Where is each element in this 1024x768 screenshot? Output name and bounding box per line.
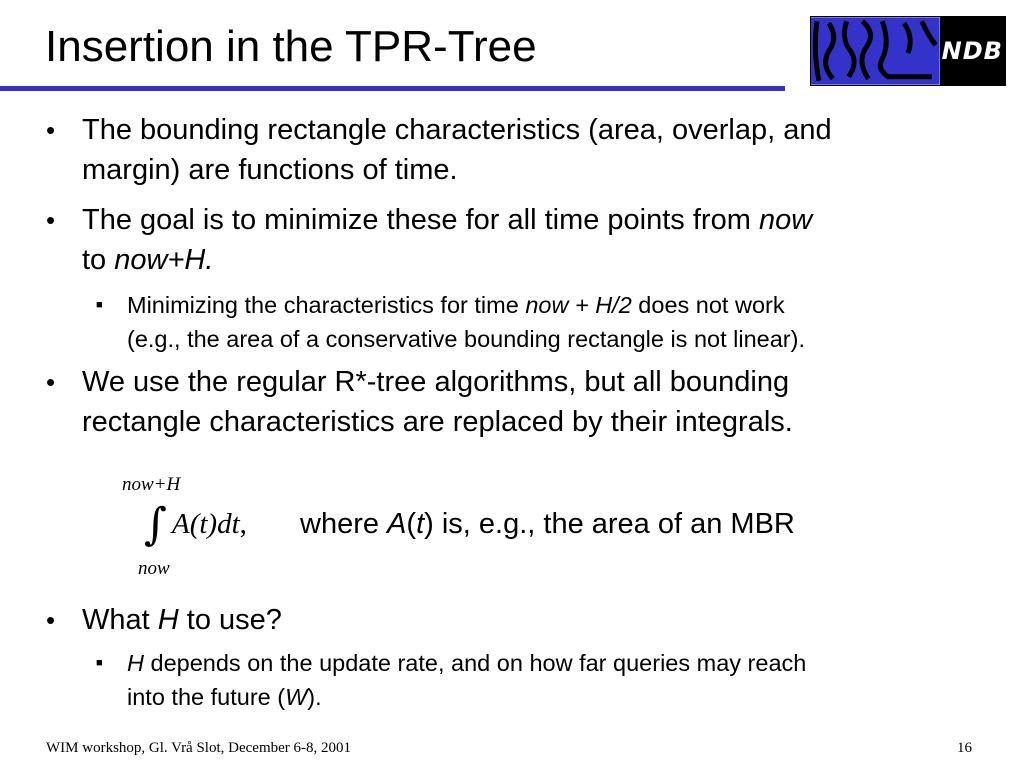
sub-bullet-marker: ■ <box>96 299 103 311</box>
integral-sign: ∫ <box>144 499 167 550</box>
slide-title: Insertion in the TPR-Tree <box>45 22 537 71</box>
integral-formula <box>120 470 920 582</box>
bullet-2-now: now <box>758 204 813 236</box>
formula-where: where <box>300 508 388 540</box>
integral-upper-limit: now+H <box>122 474 181 495</box>
bullet-marker: • <box>46 605 56 635</box>
ndb-logo <box>810 16 1006 86</box>
bullet-marker: • <box>46 115 56 145</box>
formula-explanation <box>300 504 795 544</box>
formula-rest: ) is, e.g., the area of an MBR <box>424 508 795 540</box>
sub-bullet-1-line-2: (e.g., the area of a conservative bounding rectangle is not linear). <box>127 326 805 352</box>
sub-bullet-1-line-1 <box>127 288 785 322</box>
sub-bullet-1-now-h2: now + H/2 <box>525 292 632 318</box>
bullet-4-line-1 <box>82 600 282 640</box>
bullet-marker: • <box>46 367 56 397</box>
sub-bullet-2-h: H <box>127 650 144 676</box>
bullet-1-line-1: The bounding rectangle characteristics (area, overlap, and <box>82 114 832 146</box>
sub-bullet-2-into: into the future ( <box>127 684 286 710</box>
sub-bullet-2-end: ). <box>307 684 322 710</box>
sub-bullet-1-text: Minimizing the characteristics for time <box>127 292 526 318</box>
bullet-marker: • <box>46 205 56 235</box>
logo-text: NDB <box>940 17 1005 85</box>
bullet-4-what: What <box>82 604 158 636</box>
formula-paren-open: ( <box>406 508 417 540</box>
sub-bullet-marker: ■ <box>96 657 103 669</box>
logo-wave-graphic <box>811 17 940 85</box>
bullet-2-to: to <box>82 244 115 276</box>
bullet-2-now-h: now+H. <box>114 244 214 276</box>
title-divider <box>0 86 785 91</box>
sub-bullet-1-text-end: does not work <box>631 292 785 318</box>
integral-lower-limit: now <box>138 558 170 579</box>
formula-a: A <box>387 508 407 540</box>
bullet-1-line-2: margin) are functions of time. <box>82 154 458 186</box>
bullet-2-text: The goal is to minimize these for all time points from <box>82 204 759 236</box>
bullet-4-rest: to use? <box>178 604 282 636</box>
bullet-4-h: H <box>157 604 179 636</box>
bullet-2-line-2 <box>82 240 213 280</box>
integrand <box>172 504 247 544</box>
formula-t: t <box>416 508 425 540</box>
integrand-expression: A(t)dt <box>172 508 240 540</box>
sub-bullet-2-w: W <box>285 684 308 710</box>
sub-bullet-2-line-2 <box>127 680 322 714</box>
footer-text: WIM workshop, Gl. Vrå Slot, December 6-8, 2001 <box>46 740 352 756</box>
sub-bullet-2-line-1 <box>127 646 806 680</box>
sub-bullet-2-text: depends on the update rate, and on how far queries may reach <box>143 650 807 676</box>
page-number: 16 <box>957 740 972 756</box>
bullet-2-line-1 <box>82 200 812 240</box>
bullet-3-line-1: We use the regular R*-tree algorithms, but all bounding <box>82 366 790 398</box>
integrand-comma: , <box>239 508 247 540</box>
bullet-3-line-2: rectangle characteristics are replaced by their integrals. <box>82 406 793 438</box>
